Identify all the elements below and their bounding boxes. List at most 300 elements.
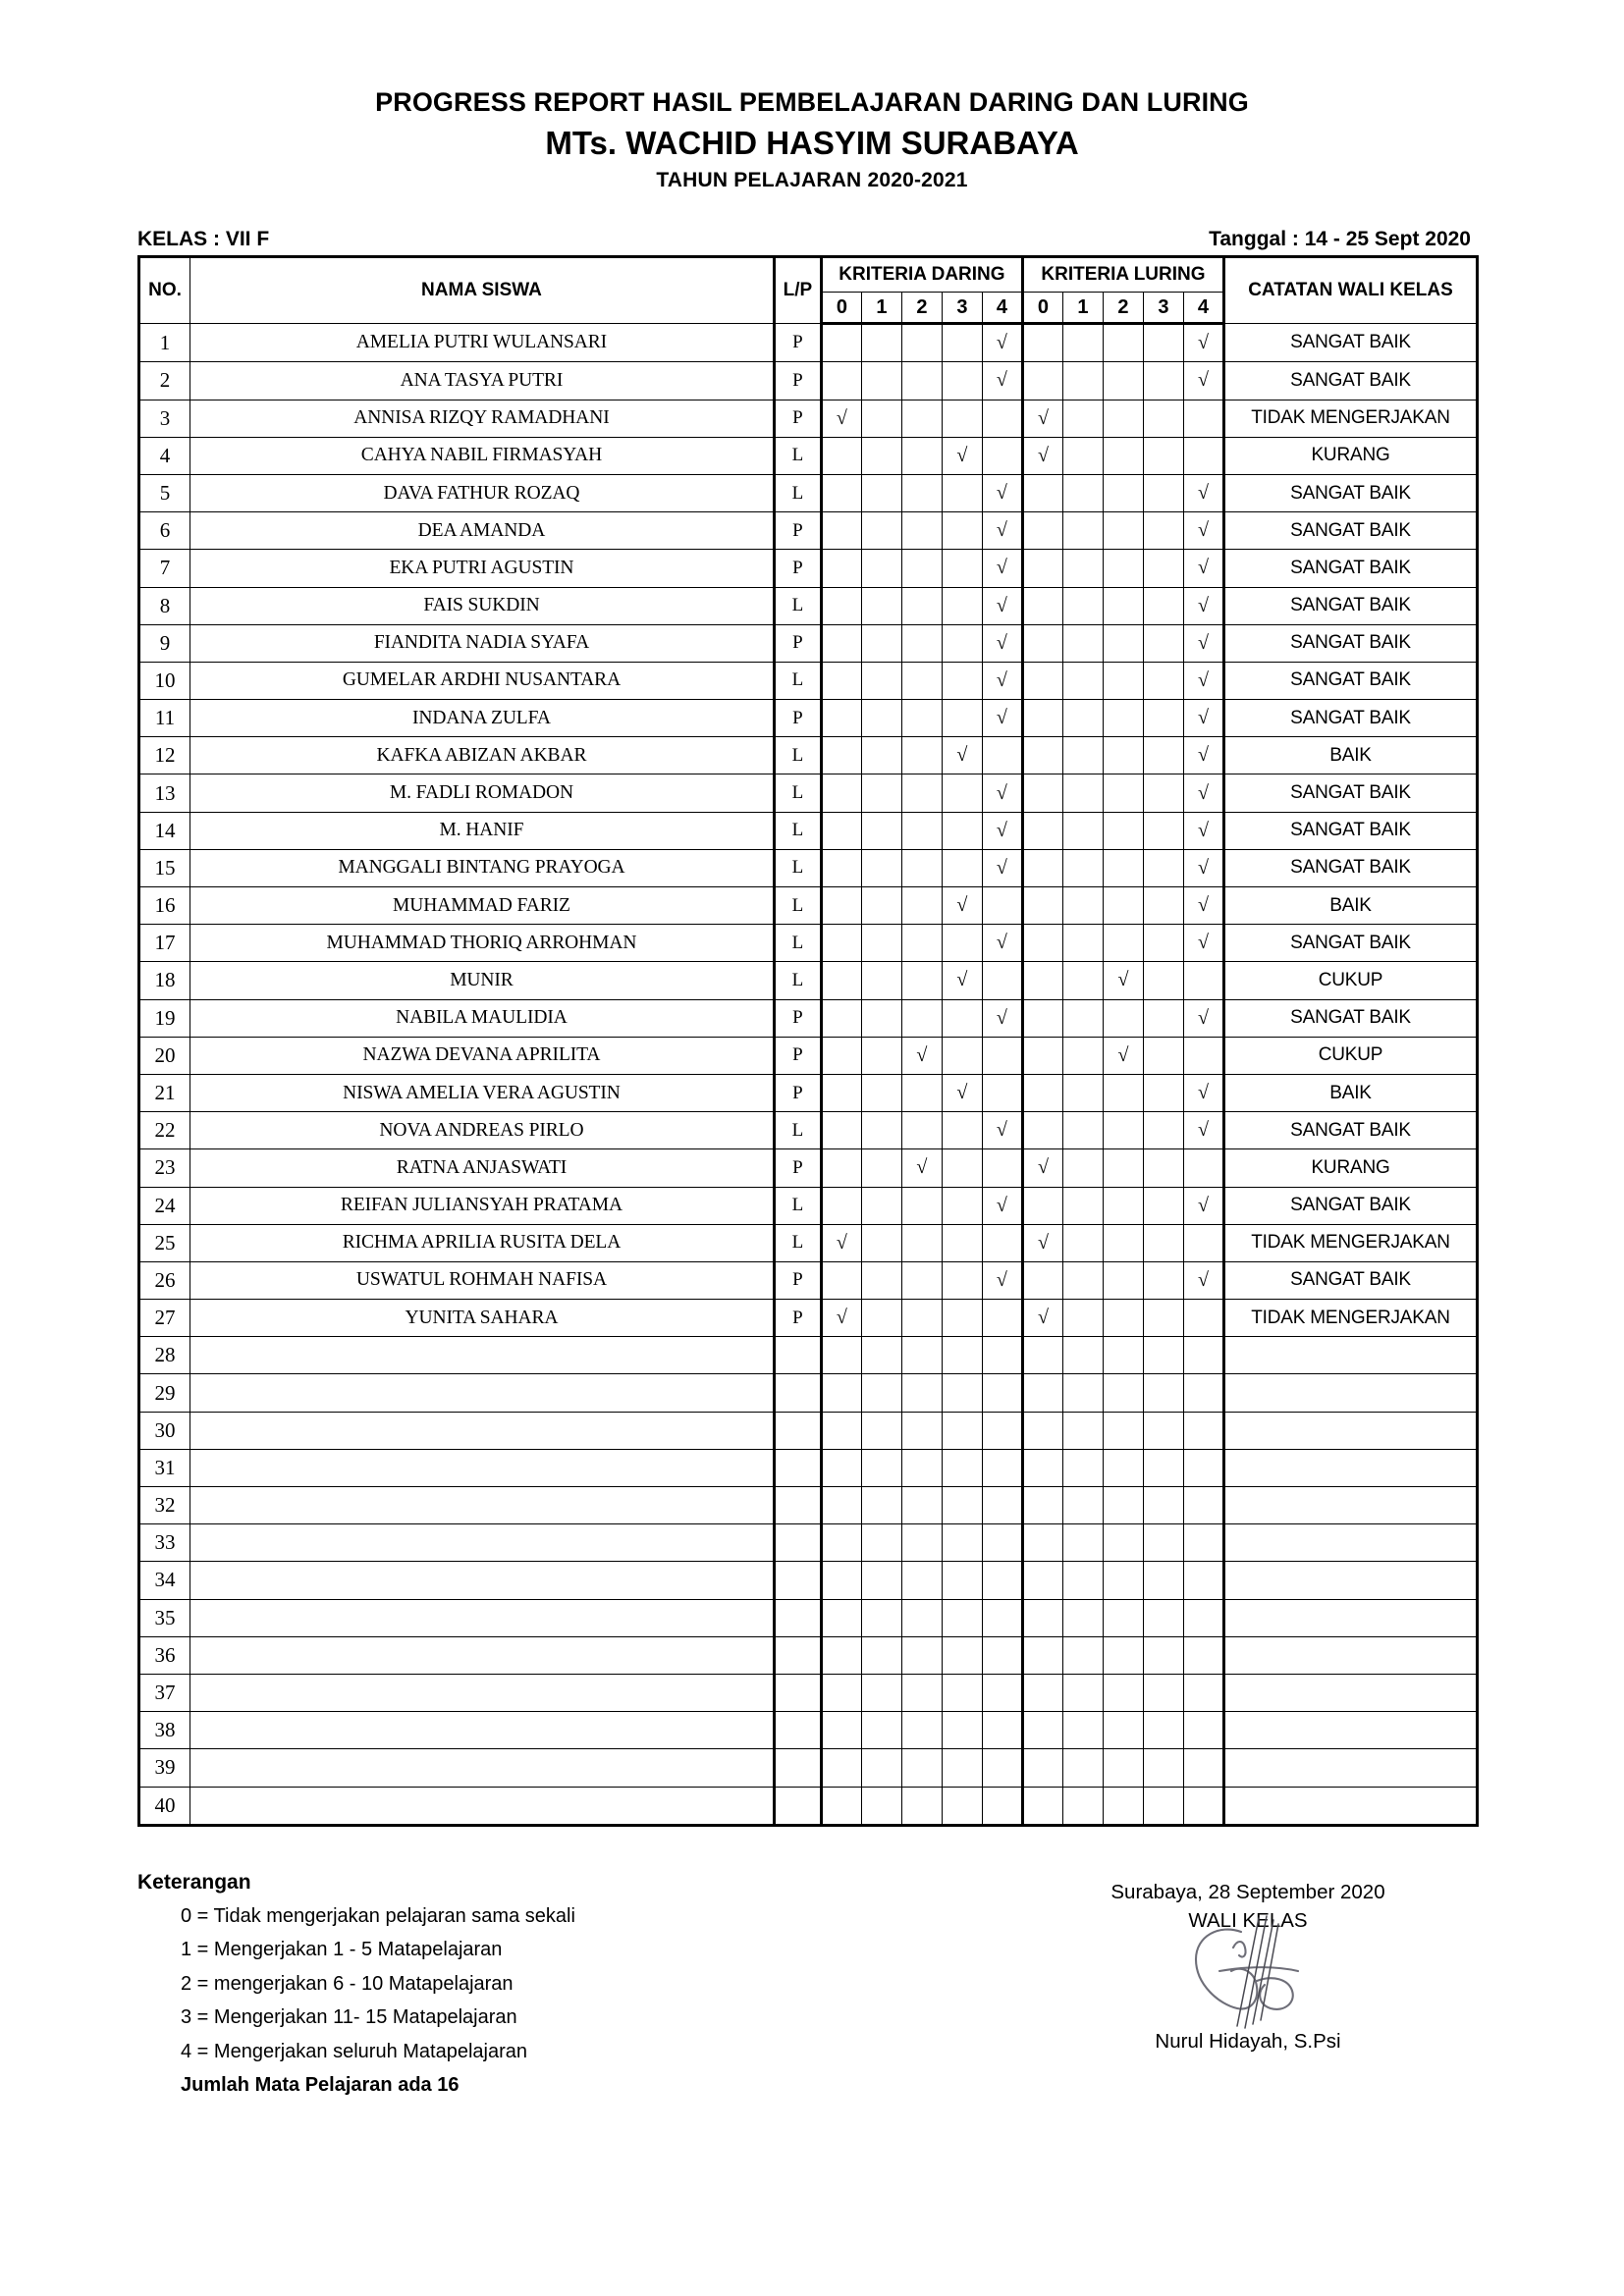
- criteria-luring-2-cell[interactable]: [1103, 925, 1143, 962]
- criteria-luring-2-cell[interactable]: [1103, 1412, 1143, 1449]
- criteria-luring-3-cell[interactable]: [1143, 774, 1183, 812]
- criteria-daring-3-cell[interactable]: [942, 1337, 982, 1374]
- criteria-daring-2-cell[interactable]: [901, 812, 942, 849]
- criteria-daring-1-cell[interactable]: [861, 1636, 901, 1674]
- criteria-daring-2-cell[interactable]: [901, 324, 942, 362]
- criteria-daring-3-cell[interactable]: [942, 1712, 982, 1749]
- criteria-daring-2-cell[interactable]: [901, 962, 942, 999]
- criteria-daring-4-cell[interactable]: √: [982, 474, 1022, 511]
- criteria-daring-2-cell[interactable]: [901, 1562, 942, 1599]
- criteria-daring-4-cell[interactable]: [982, 1074, 1022, 1111]
- criteria-daring-0-cell[interactable]: [821, 1261, 861, 1299]
- criteria-luring-1-cell[interactable]: [1062, 1300, 1103, 1337]
- criteria-daring-0-cell[interactable]: [821, 962, 861, 999]
- criteria-luring-0-cell[interactable]: [1022, 887, 1062, 925]
- criteria-luring-1-cell[interactable]: [1062, 1487, 1103, 1524]
- criteria-luring-2-cell[interactable]: [1103, 1449, 1143, 1486]
- criteria-luring-1-cell[interactable]: [1062, 1187, 1103, 1224]
- criteria-daring-1-cell[interactable]: [861, 1487, 901, 1524]
- criteria-daring-2-cell[interactable]: [901, 1787, 942, 1825]
- criteria-luring-1-cell[interactable]: [1062, 662, 1103, 699]
- criteria-luring-1-cell[interactable]: [1062, 1074, 1103, 1111]
- criteria-daring-3-cell[interactable]: [942, 1674, 982, 1711]
- criteria-luring-3-cell[interactable]: [1143, 1300, 1183, 1337]
- criteria-daring-1-cell[interactable]: [861, 1187, 901, 1224]
- criteria-daring-1-cell[interactable]: [861, 512, 901, 550]
- criteria-daring-0-cell[interactable]: [821, 587, 861, 624]
- criteria-daring-3-cell[interactable]: √: [942, 437, 982, 474]
- criteria-daring-4-cell[interactable]: √: [982, 1187, 1022, 1224]
- criteria-daring-4-cell[interactable]: [982, 1712, 1022, 1749]
- criteria-luring-2-cell[interactable]: [1103, 1224, 1143, 1261]
- criteria-daring-4-cell[interactable]: [982, 1449, 1022, 1486]
- criteria-daring-4-cell[interactable]: √: [982, 774, 1022, 812]
- criteria-luring-2-cell[interactable]: [1103, 1787, 1143, 1825]
- criteria-daring-3-cell[interactable]: [942, 774, 982, 812]
- criteria-luring-3-cell[interactable]: [1143, 962, 1183, 999]
- criteria-luring-1-cell[interactable]: [1062, 962, 1103, 999]
- criteria-luring-1-cell[interactable]: [1062, 362, 1103, 400]
- criteria-luring-3-cell[interactable]: [1143, 1787, 1183, 1825]
- criteria-luring-1-cell[interactable]: [1062, 1112, 1103, 1149]
- criteria-daring-4-cell[interactable]: √: [982, 587, 1022, 624]
- criteria-luring-3-cell[interactable]: [1143, 1337, 1183, 1374]
- criteria-daring-2-cell[interactable]: [901, 1599, 942, 1636]
- criteria-daring-1-cell[interactable]: [861, 1562, 901, 1599]
- criteria-luring-3-cell[interactable]: [1143, 1037, 1183, 1074]
- criteria-daring-4-cell[interactable]: √: [982, 849, 1022, 886]
- criteria-luring-3-cell[interactable]: [1143, 550, 1183, 587]
- criteria-daring-2-cell[interactable]: [901, 437, 942, 474]
- criteria-luring-1-cell[interactable]: [1062, 512, 1103, 550]
- criteria-luring-4-cell[interactable]: √: [1183, 550, 1223, 587]
- criteria-daring-2-cell[interactable]: [901, 1074, 942, 1111]
- criteria-daring-1-cell[interactable]: [861, 774, 901, 812]
- criteria-daring-4-cell[interactable]: √: [982, 624, 1022, 662]
- criteria-luring-0-cell[interactable]: [1022, 1374, 1062, 1412]
- criteria-luring-0-cell[interactable]: [1022, 700, 1062, 737]
- criteria-luring-3-cell[interactable]: [1143, 624, 1183, 662]
- criteria-luring-1-cell[interactable]: [1062, 1524, 1103, 1562]
- criteria-daring-2-cell[interactable]: [901, 1337, 942, 1374]
- criteria-daring-4-cell[interactable]: √: [982, 550, 1022, 587]
- criteria-luring-0-cell[interactable]: [1022, 512, 1062, 550]
- criteria-daring-2-cell[interactable]: [901, 925, 942, 962]
- criteria-daring-4-cell[interactable]: [982, 1037, 1022, 1074]
- criteria-daring-1-cell[interactable]: [861, 1037, 901, 1074]
- criteria-luring-3-cell[interactable]: [1143, 849, 1183, 886]
- criteria-daring-2-cell[interactable]: [901, 1112, 942, 1149]
- criteria-luring-0-cell[interactable]: [1022, 1112, 1062, 1149]
- criteria-daring-0-cell[interactable]: [821, 1074, 861, 1111]
- criteria-luring-2-cell[interactable]: [1103, 849, 1143, 886]
- criteria-daring-0-cell[interactable]: [821, 1374, 861, 1412]
- criteria-daring-0-cell[interactable]: [821, 662, 861, 699]
- criteria-daring-0-cell[interactable]: [821, 1749, 861, 1787]
- criteria-luring-1-cell[interactable]: [1062, 700, 1103, 737]
- criteria-luring-2-cell[interactable]: [1103, 1636, 1143, 1674]
- criteria-daring-1-cell[interactable]: [861, 1599, 901, 1636]
- criteria-luring-2-cell[interactable]: [1103, 1337, 1143, 1374]
- criteria-luring-1-cell[interactable]: [1062, 849, 1103, 886]
- criteria-daring-1-cell[interactable]: [861, 1337, 901, 1374]
- criteria-daring-1-cell[interactable]: [861, 1074, 901, 1111]
- criteria-luring-3-cell[interactable]: [1143, 1599, 1183, 1636]
- criteria-luring-2-cell[interactable]: [1103, 1187, 1143, 1224]
- criteria-daring-3-cell[interactable]: √: [942, 1074, 982, 1111]
- criteria-luring-4-cell[interactable]: [1183, 962, 1223, 999]
- criteria-luring-3-cell[interactable]: [1143, 812, 1183, 849]
- criteria-luring-0-cell[interactable]: [1022, 1449, 1062, 1486]
- criteria-luring-2-cell[interactable]: [1103, 1524, 1143, 1562]
- criteria-luring-0-cell[interactable]: [1022, 1562, 1062, 1599]
- criteria-luring-1-cell[interactable]: [1062, 812, 1103, 849]
- criteria-daring-1-cell[interactable]: [861, 1524, 901, 1562]
- criteria-luring-4-cell[interactable]: [1183, 1337, 1223, 1374]
- criteria-luring-1-cell[interactable]: [1062, 587, 1103, 624]
- criteria-luring-2-cell[interactable]: [1103, 999, 1143, 1037]
- criteria-luring-4-cell[interactable]: √: [1183, 925, 1223, 962]
- criteria-luring-3-cell[interactable]: [1143, 999, 1183, 1037]
- criteria-luring-2-cell[interactable]: [1103, 1074, 1143, 1111]
- criteria-daring-0-cell[interactable]: [821, 437, 861, 474]
- criteria-daring-3-cell[interactable]: [942, 1749, 982, 1787]
- criteria-daring-3-cell[interactable]: √: [942, 737, 982, 774]
- criteria-luring-3-cell[interactable]: [1143, 1524, 1183, 1562]
- criteria-luring-0-cell[interactable]: [1022, 1487, 1062, 1524]
- criteria-daring-3-cell[interactable]: √: [942, 887, 982, 925]
- criteria-daring-0-cell[interactable]: [821, 1636, 861, 1674]
- criteria-luring-0-cell[interactable]: [1022, 587, 1062, 624]
- criteria-daring-2-cell[interactable]: [901, 700, 942, 737]
- criteria-luring-2-cell[interactable]: [1103, 1261, 1143, 1299]
- criteria-luring-0-cell[interactable]: [1022, 925, 1062, 962]
- criteria-daring-1-cell[interactable]: [861, 849, 901, 886]
- criteria-luring-4-cell[interactable]: √: [1183, 700, 1223, 737]
- criteria-daring-0-cell[interactable]: [821, 1599, 861, 1636]
- criteria-daring-4-cell[interactable]: [982, 1224, 1022, 1261]
- criteria-daring-1-cell[interactable]: [861, 550, 901, 587]
- criteria-luring-4-cell[interactable]: [1183, 1749, 1223, 1787]
- criteria-daring-1-cell[interactable]: [861, 1712, 901, 1749]
- criteria-daring-0-cell[interactable]: [821, 474, 861, 511]
- criteria-luring-4-cell[interactable]: √: [1183, 1074, 1223, 1111]
- criteria-luring-4-cell[interactable]: [1183, 1599, 1223, 1636]
- criteria-daring-3-cell[interactable]: [942, 362, 982, 400]
- criteria-daring-2-cell[interactable]: [901, 999, 942, 1037]
- criteria-luring-1-cell[interactable]: [1062, 1749, 1103, 1787]
- criteria-daring-0-cell[interactable]: [821, 1187, 861, 1224]
- criteria-luring-0-cell[interactable]: [1022, 1636, 1062, 1674]
- criteria-daring-1-cell[interactable]: [861, 812, 901, 849]
- criteria-daring-4-cell[interactable]: √: [982, 662, 1022, 699]
- criteria-luring-2-cell[interactable]: [1103, 512, 1143, 550]
- criteria-luring-1-cell[interactable]: [1062, 1037, 1103, 1074]
- criteria-luring-1-cell[interactable]: [1062, 1787, 1103, 1825]
- criteria-luring-4-cell[interactable]: √: [1183, 774, 1223, 812]
- criteria-luring-1-cell[interactable]: [1062, 1562, 1103, 1599]
- criteria-luring-0-cell[interactable]: [1022, 849, 1062, 886]
- criteria-luring-4-cell[interactable]: [1183, 1712, 1223, 1749]
- criteria-luring-4-cell[interactable]: √: [1183, 737, 1223, 774]
- criteria-daring-2-cell[interactable]: [901, 1449, 942, 1486]
- criteria-luring-3-cell[interactable]: [1143, 1112, 1183, 1149]
- criteria-daring-1-cell[interactable]: [861, 925, 901, 962]
- criteria-luring-4-cell[interactable]: √: [1183, 512, 1223, 550]
- criteria-luring-4-cell[interactable]: [1183, 1374, 1223, 1412]
- criteria-luring-1-cell[interactable]: [1062, 1412, 1103, 1449]
- criteria-luring-4-cell[interactable]: √: [1183, 1112, 1223, 1149]
- criteria-daring-3-cell[interactable]: [942, 662, 982, 699]
- criteria-luring-2-cell[interactable]: [1103, 1562, 1143, 1599]
- criteria-daring-4-cell[interactable]: [982, 1374, 1022, 1412]
- criteria-luring-0-cell[interactable]: [1022, 1749, 1062, 1787]
- criteria-luring-3-cell[interactable]: [1143, 1674, 1183, 1711]
- criteria-luring-4-cell[interactable]: [1183, 1487, 1223, 1524]
- criteria-luring-0-cell[interactable]: [1022, 1674, 1062, 1711]
- criteria-daring-3-cell[interactable]: [942, 700, 982, 737]
- criteria-luring-4-cell[interactable]: √: [1183, 849, 1223, 886]
- criteria-daring-4-cell[interactable]: [982, 1562, 1022, 1599]
- criteria-luring-0-cell[interactable]: [1022, 1337, 1062, 1374]
- criteria-luring-2-cell[interactable]: [1103, 700, 1143, 737]
- criteria-luring-2-cell[interactable]: [1103, 1374, 1143, 1412]
- criteria-luring-0-cell[interactable]: [1022, 1412, 1062, 1449]
- criteria-daring-4-cell[interactable]: [982, 1524, 1022, 1562]
- criteria-luring-2-cell[interactable]: [1103, 624, 1143, 662]
- criteria-daring-2-cell[interactable]: [901, 737, 942, 774]
- criteria-luring-0-cell[interactable]: [1022, 962, 1062, 999]
- criteria-luring-3-cell[interactable]: [1143, 1487, 1183, 1524]
- criteria-luring-1-cell[interactable]: [1062, 550, 1103, 587]
- criteria-daring-2-cell[interactable]: [901, 362, 942, 400]
- criteria-daring-3-cell[interactable]: [942, 474, 982, 511]
- criteria-luring-0-cell[interactable]: [1022, 774, 1062, 812]
- criteria-luring-1-cell[interactable]: [1062, 1149, 1103, 1187]
- criteria-luring-4-cell[interactable]: [1183, 1037, 1223, 1074]
- criteria-luring-3-cell[interactable]: [1143, 512, 1183, 550]
- criteria-luring-4-cell[interactable]: √: [1183, 1187, 1223, 1224]
- criteria-daring-2-cell[interactable]: [901, 474, 942, 511]
- criteria-luring-4-cell[interactable]: [1183, 1636, 1223, 1674]
- criteria-daring-2-cell[interactable]: [901, 1712, 942, 1749]
- criteria-daring-2-cell[interactable]: [901, 400, 942, 437]
- criteria-luring-0-cell[interactable]: [1022, 1599, 1062, 1636]
- criteria-luring-2-cell[interactable]: √: [1103, 962, 1143, 999]
- criteria-luring-2-cell[interactable]: [1103, 812, 1143, 849]
- criteria-daring-1-cell[interactable]: [861, 1674, 901, 1711]
- criteria-luring-0-cell[interactable]: √: [1022, 400, 1062, 437]
- criteria-daring-3-cell[interactable]: [942, 1300, 982, 1337]
- criteria-daring-3-cell[interactable]: [942, 1261, 982, 1299]
- criteria-daring-0-cell[interactable]: [821, 1674, 861, 1711]
- criteria-luring-0-cell[interactable]: √: [1022, 1300, 1062, 1337]
- criteria-daring-1-cell[interactable]: [861, 587, 901, 624]
- criteria-daring-1-cell[interactable]: [861, 324, 901, 362]
- criteria-daring-2-cell[interactable]: [901, 587, 942, 624]
- criteria-daring-4-cell[interactable]: [982, 1412, 1022, 1449]
- criteria-daring-3-cell[interactable]: [942, 1636, 982, 1674]
- criteria-daring-0-cell[interactable]: [821, 512, 861, 550]
- criteria-luring-4-cell[interactable]: [1183, 1674, 1223, 1711]
- criteria-daring-3-cell[interactable]: [942, 587, 982, 624]
- criteria-daring-4-cell[interactable]: [982, 1149, 1022, 1187]
- criteria-luring-1-cell[interactable]: [1062, 774, 1103, 812]
- criteria-luring-0-cell[interactable]: √: [1022, 1224, 1062, 1261]
- criteria-daring-4-cell[interactable]: √: [982, 812, 1022, 849]
- criteria-daring-4-cell[interactable]: [982, 1487, 1022, 1524]
- criteria-luring-0-cell[interactable]: [1022, 1712, 1062, 1749]
- criteria-luring-2-cell[interactable]: [1103, 1712, 1143, 1749]
- criteria-luring-3-cell[interactable]: [1143, 437, 1183, 474]
- criteria-luring-2-cell[interactable]: √: [1103, 1037, 1143, 1074]
- criteria-daring-4-cell[interactable]: [982, 737, 1022, 774]
- criteria-daring-2-cell[interactable]: [901, 550, 942, 587]
- criteria-luring-2-cell[interactable]: [1103, 400, 1143, 437]
- criteria-luring-0-cell[interactable]: [1022, 1524, 1062, 1562]
- criteria-daring-4-cell[interactable]: √: [982, 324, 1022, 362]
- criteria-luring-3-cell[interactable]: [1143, 1074, 1183, 1111]
- criteria-daring-1-cell[interactable]: [861, 700, 901, 737]
- criteria-daring-0-cell[interactable]: [821, 1487, 861, 1524]
- criteria-daring-0-cell[interactable]: [821, 324, 861, 362]
- criteria-daring-2-cell[interactable]: [901, 849, 942, 886]
- criteria-luring-1-cell[interactable]: [1062, 324, 1103, 362]
- criteria-daring-2-cell[interactable]: [901, 1636, 942, 1674]
- criteria-luring-4-cell[interactable]: √: [1183, 1261, 1223, 1299]
- criteria-luring-2-cell[interactable]: [1103, 362, 1143, 400]
- criteria-daring-0-cell[interactable]: [821, 1149, 861, 1187]
- criteria-daring-0-cell[interactable]: √: [821, 400, 861, 437]
- criteria-daring-1-cell[interactable]: [861, 999, 901, 1037]
- criteria-luring-3-cell[interactable]: [1143, 662, 1183, 699]
- criteria-daring-3-cell[interactable]: [942, 1487, 982, 1524]
- criteria-daring-2-cell[interactable]: √: [901, 1037, 942, 1074]
- criteria-luring-1-cell[interactable]: [1062, 1224, 1103, 1261]
- criteria-luring-3-cell[interactable]: [1143, 1562, 1183, 1599]
- criteria-daring-0-cell[interactable]: [821, 1449, 861, 1486]
- criteria-luring-3-cell[interactable]: [1143, 1374, 1183, 1412]
- criteria-daring-4-cell[interactable]: [982, 1749, 1022, 1787]
- criteria-daring-1-cell[interactable]: [861, 1112, 901, 1149]
- criteria-luring-2-cell[interactable]: [1103, 1749, 1143, 1787]
- criteria-daring-3-cell[interactable]: [942, 1224, 982, 1261]
- criteria-luring-0-cell[interactable]: √: [1022, 1149, 1062, 1187]
- criteria-daring-2-cell[interactable]: [901, 1749, 942, 1787]
- criteria-luring-3-cell[interactable]: [1143, 1449, 1183, 1486]
- criteria-luring-1-cell[interactable]: [1062, 1599, 1103, 1636]
- criteria-luring-0-cell[interactable]: [1022, 812, 1062, 849]
- criteria-luring-1-cell[interactable]: [1062, 925, 1103, 962]
- criteria-daring-3-cell[interactable]: [942, 1149, 982, 1187]
- criteria-luring-1-cell[interactable]: [1062, 1636, 1103, 1674]
- criteria-daring-0-cell[interactable]: [821, 1787, 861, 1825]
- criteria-luring-3-cell[interactable]: [1143, 737, 1183, 774]
- criteria-daring-4-cell[interactable]: [982, 962, 1022, 999]
- criteria-daring-3-cell[interactable]: [942, 324, 982, 362]
- criteria-luring-0-cell[interactable]: [1022, 362, 1062, 400]
- criteria-daring-1-cell[interactable]: [861, 1300, 901, 1337]
- criteria-luring-4-cell[interactable]: √: [1183, 474, 1223, 511]
- criteria-luring-2-cell[interactable]: [1103, 1487, 1143, 1524]
- criteria-daring-1-cell[interactable]: [861, 962, 901, 999]
- criteria-daring-0-cell[interactable]: [821, 925, 861, 962]
- criteria-luring-4-cell[interactable]: [1183, 1300, 1223, 1337]
- criteria-daring-3-cell[interactable]: [942, 849, 982, 886]
- criteria-daring-3-cell[interactable]: [942, 512, 982, 550]
- criteria-daring-4-cell[interactable]: [982, 437, 1022, 474]
- criteria-daring-2-cell[interactable]: [901, 1524, 942, 1562]
- criteria-daring-3-cell[interactable]: [942, 1449, 982, 1486]
- criteria-luring-4-cell[interactable]: √: [1183, 812, 1223, 849]
- criteria-daring-2-cell[interactable]: [901, 1487, 942, 1524]
- criteria-luring-0-cell[interactable]: √: [1022, 437, 1062, 474]
- criteria-daring-3-cell[interactable]: [942, 1037, 982, 1074]
- criteria-daring-4-cell[interactable]: [982, 887, 1022, 925]
- criteria-daring-0-cell[interactable]: [821, 1524, 861, 1562]
- criteria-luring-2-cell[interactable]: [1103, 1599, 1143, 1636]
- criteria-luring-0-cell[interactable]: [1022, 1187, 1062, 1224]
- criteria-luring-4-cell[interactable]: [1183, 1149, 1223, 1187]
- criteria-daring-2-cell[interactable]: [901, 1261, 942, 1299]
- criteria-daring-0-cell[interactable]: [821, 1412, 861, 1449]
- criteria-daring-2-cell[interactable]: [901, 1374, 942, 1412]
- criteria-daring-0-cell[interactable]: [821, 624, 861, 662]
- criteria-daring-2-cell[interactable]: [901, 662, 942, 699]
- criteria-daring-1-cell[interactable]: [861, 1374, 901, 1412]
- criteria-luring-2-cell[interactable]: [1103, 887, 1143, 925]
- criteria-luring-2-cell[interactable]: [1103, 587, 1143, 624]
- criteria-luring-0-cell[interactable]: [1022, 737, 1062, 774]
- criteria-daring-2-cell[interactable]: [901, 1187, 942, 1224]
- criteria-luring-0-cell[interactable]: [1022, 1074, 1062, 1111]
- criteria-luring-0-cell[interactable]: [1022, 1037, 1062, 1074]
- criteria-luring-3-cell[interactable]: [1143, 362, 1183, 400]
- criteria-luring-4-cell[interactable]: √: [1183, 362, 1223, 400]
- criteria-daring-4-cell[interactable]: √: [982, 512, 1022, 550]
- criteria-daring-4-cell[interactable]: [982, 1787, 1022, 1825]
- criteria-daring-0-cell[interactable]: [821, 700, 861, 737]
- criteria-daring-4-cell[interactable]: √: [982, 362, 1022, 400]
- criteria-daring-1-cell[interactable]: [861, 662, 901, 699]
- criteria-daring-0-cell[interactable]: [821, 1712, 861, 1749]
- criteria-daring-1-cell[interactable]: [861, 400, 901, 437]
- criteria-luring-4-cell[interactable]: [1183, 1224, 1223, 1261]
- criteria-daring-4-cell[interactable]: [982, 1674, 1022, 1711]
- criteria-daring-3-cell[interactable]: [942, 1112, 982, 1149]
- criteria-daring-4-cell[interactable]: √: [982, 1261, 1022, 1299]
- criteria-daring-4-cell[interactable]: √: [982, 925, 1022, 962]
- criteria-luring-1-cell[interactable]: [1062, 737, 1103, 774]
- criteria-daring-1-cell[interactable]: [861, 887, 901, 925]
- criteria-luring-4-cell[interactable]: √: [1183, 999, 1223, 1037]
- criteria-daring-0-cell[interactable]: √: [821, 1300, 861, 1337]
- criteria-luring-0-cell[interactable]: [1022, 624, 1062, 662]
- criteria-luring-2-cell[interactable]: [1103, 737, 1143, 774]
- criteria-daring-2-cell[interactable]: [901, 1300, 942, 1337]
- criteria-luring-1-cell[interactable]: [1062, 437, 1103, 474]
- criteria-luring-3-cell[interactable]: [1143, 324, 1183, 362]
- criteria-daring-2-cell[interactable]: [901, 774, 942, 812]
- criteria-daring-3-cell[interactable]: [942, 1187, 982, 1224]
- criteria-daring-1-cell[interactable]: [861, 1224, 901, 1261]
- criteria-luring-4-cell[interactable]: √: [1183, 324, 1223, 362]
- criteria-luring-1-cell[interactable]: [1062, 999, 1103, 1037]
- criteria-daring-0-cell[interactable]: [821, 362, 861, 400]
- criteria-luring-3-cell[interactable]: [1143, 887, 1183, 925]
- criteria-luring-0-cell[interactable]: [1022, 1787, 1062, 1825]
- criteria-daring-4-cell[interactable]: √: [982, 1112, 1022, 1149]
